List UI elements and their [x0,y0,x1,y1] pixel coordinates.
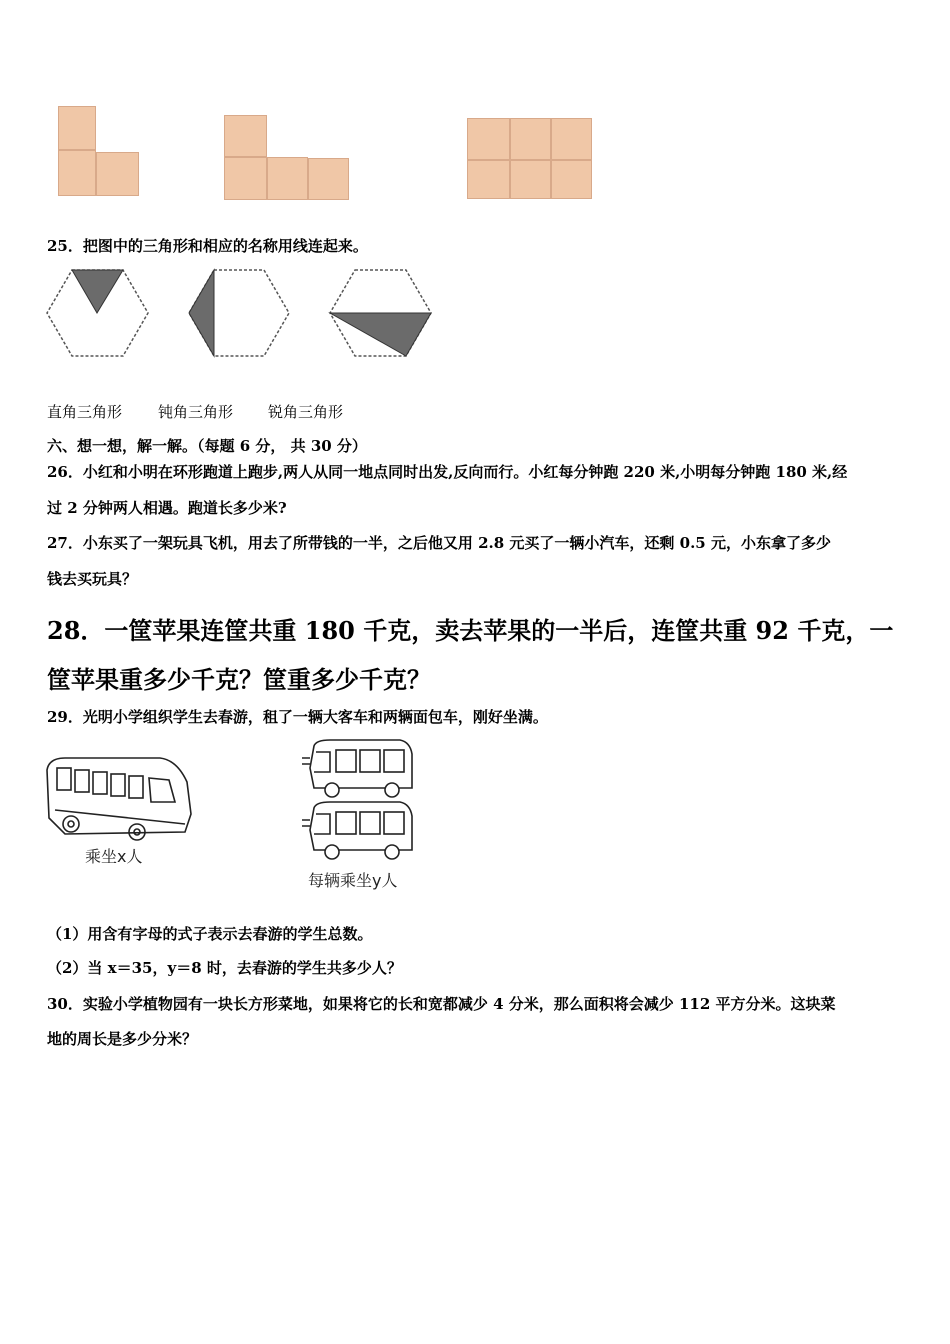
bus-illustration [45,752,195,872]
question-29-sub-1: （1）用含有字母的式子表示去春游的学生总数。 [47,925,373,943]
hexagon-obtuse-triangle [189,270,289,356]
question-28-line-1: 28．一筐苹果连筐共重 180 千克，卖去苹果的一半后，连筐共重 92 千克，一 [47,616,894,645]
triangle-label-right: 直角三角形 [47,403,123,421]
bus-caption: 乘坐x人 [85,847,143,866]
van-illustration-bottom [300,800,430,895]
van-caption: 每辆乘坐y人 [308,871,398,890]
question-26-line-1: 26．小红和小明在环形跑道上跑步,两人从同一地点同时出发,反向而行。小红每分钟跑 220 米,小明每分钟跑 180 米,经 [47,463,848,481]
van-illustration-top [300,738,420,800]
question-28-line-2: 筐苹果重多少千克？筐重多少千克？ [47,665,431,694]
section-6-heading: 六、想一想，解一解。（每题 6 分， 共 30 分） [47,437,367,455]
question-29-text: 29．光明小学组织学生去春游，租了一辆大客车和两辆面包车，刚好坐满。 [47,708,548,726]
hexagon-triangle-figures [0,0,950,400]
question-30-line-1: 30．实验小学植物园有一块长方形菜地，如果将它的长和宽都减少 4 分米，那么面积将会减少 112 平方分米。这块菜 [47,995,836,1013]
question-26-line-2: 过 2 分钟两人相遇。跑道长多少米? [47,499,287,517]
triangle-label-obtuse: 钝角三角形 [158,403,234,421]
question-29-sub-2: （2）当 x＝35，y＝8 时，去春游的学生共多少人？ [47,959,402,977]
question-27-line-2: 钱去买玩具？ [47,570,138,588]
question-27-line-1: 27．小东买了一架玩具飞机，用去了所带钱的一半，之后他又用 2.8 元买了一辆小汽车，还剩 0.5 元，小东拿了多少 [47,534,831,552]
question-30-line-2: 地的周长是多少分米？ [47,1030,198,1048]
question-25-text: 25．把图中的三角形和相应的名称用线连起来。 [47,237,368,255]
hexagon-acute-triangle [47,270,148,356]
hexagon-right-triangle [330,270,431,356]
triangle-label-acute: 锐角三角形 [268,403,344,421]
